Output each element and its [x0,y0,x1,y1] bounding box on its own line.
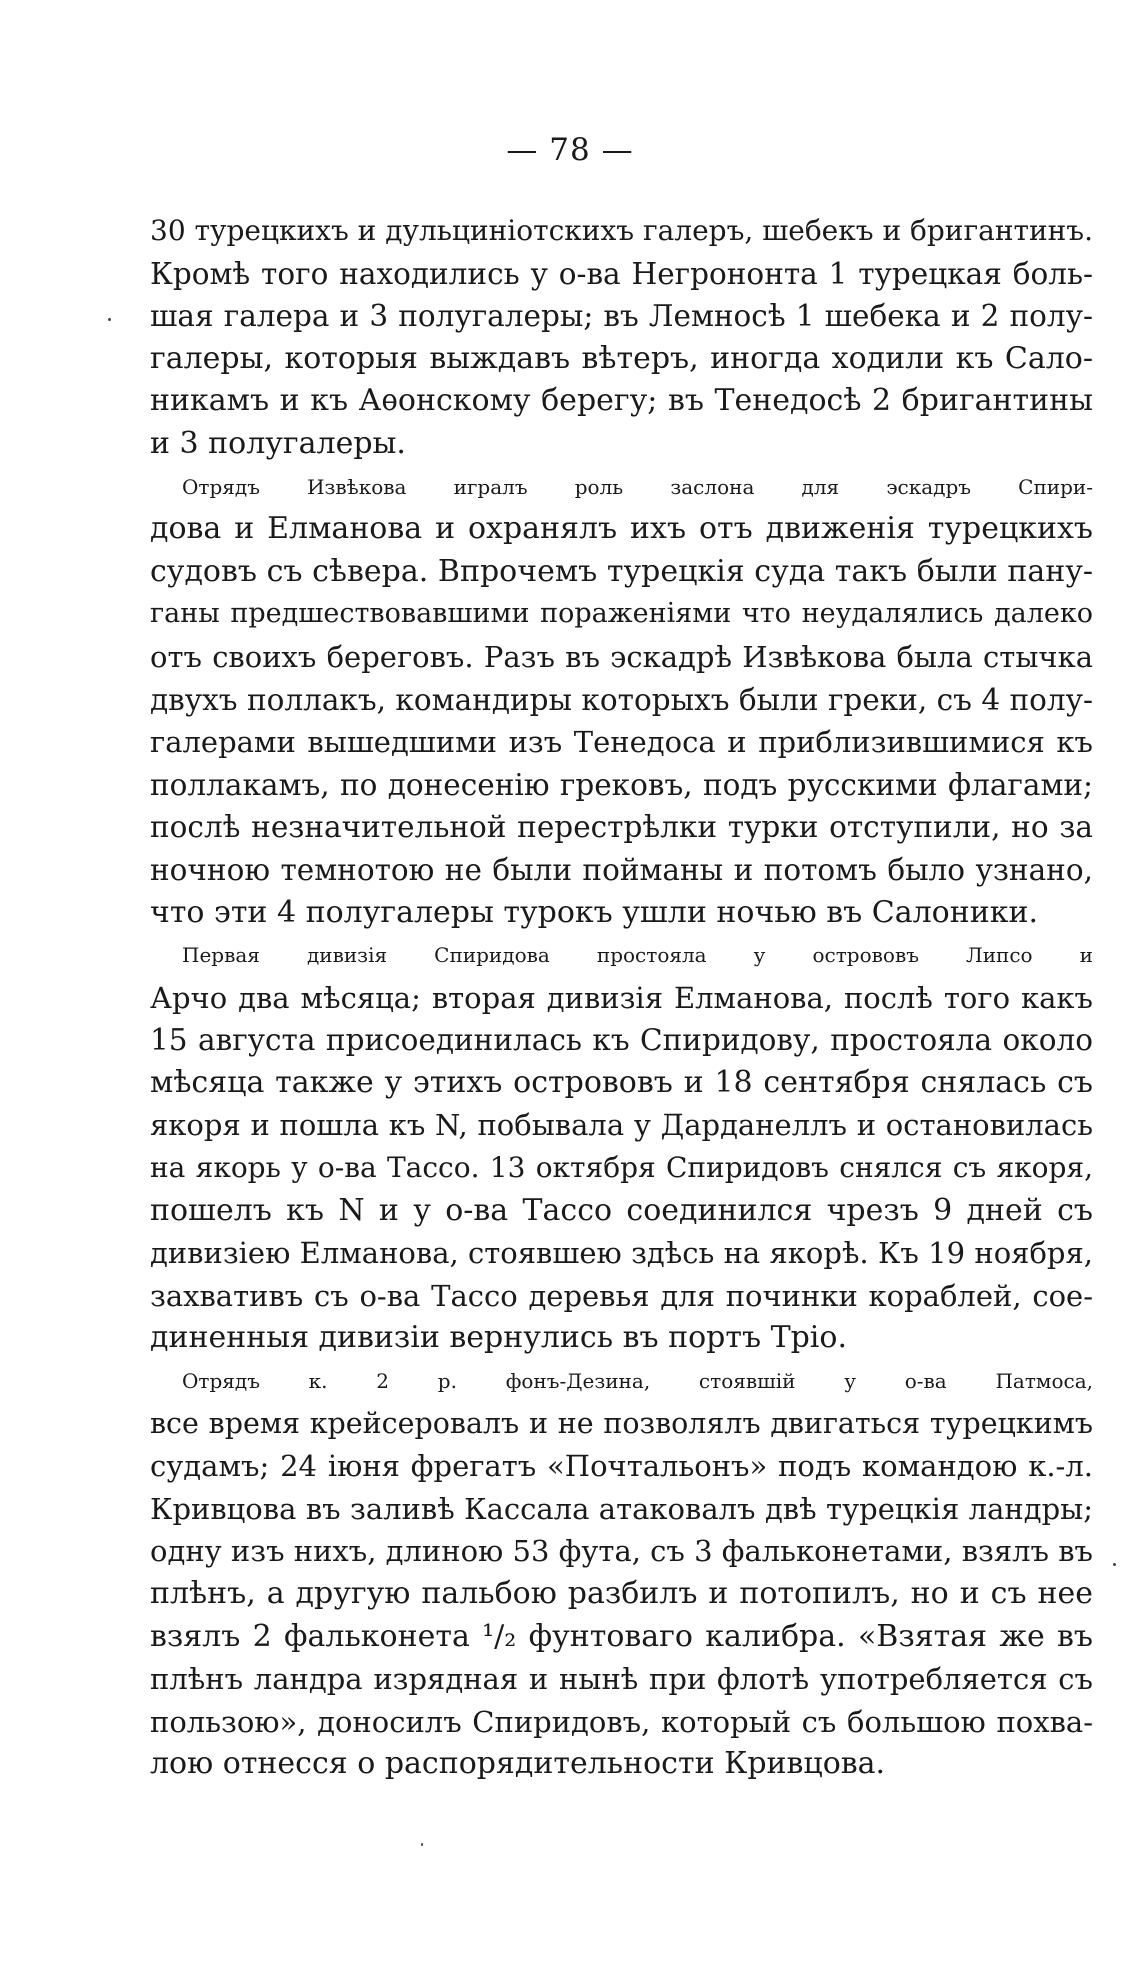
text-line: поллакамъ, по донесенію грековъ, подъ русскими флагами; [150,767,1093,802]
text-line: Кривцова въ заливѣ Кассала атаковалъ двѣ турецкія ландры; [150,1491,1093,1526]
text-line: ночною темнотою не были пойманы и потомъ было узнано, [150,852,1093,887]
text-line: на якорь у о-ва Тассо. 13 октября Спиридовъ снялся съ якоря, [150,1151,1093,1185]
page-number: — 78 — [506,132,634,168]
text-line: одну изъ нихъ, длиною 53 фута, съ 3 фальконетами, взялъ въ [150,1534,1093,1569]
paragraph-3 [150,934,1093,1360]
text-line: Первая дивизія Спиридова простояла у острововъ Липсо и [182,943,1093,968]
text-body [150,210,1093,1786]
text-line: взялъ 2 фальконета ¹/₂ фунтоваго калибра. «Взятая же въ [150,1618,1093,1654]
text-line: и 3 полугалеры. [150,425,406,461]
text-line: Отрядъ Извѣкова игралъ роль заслона для эскадръ Спири- [182,474,1093,499]
text-line: галерами вышедшими изъ Тенедоса и приблизившимися къ [150,725,1093,760]
text-line: лою отнесся о распорядительности Кривцова. [150,1746,886,1782]
text-line: 15 августа присоединилась къ Спиридову, простояла около [150,1023,1093,1058]
text-line: пользою», доносилъ Спиридовъ, который съ большою похва- [150,1704,1093,1739]
text-line: шая галера и 3 полугалеры; въ Лемносѣ 1 шебека и 2 полу- [150,299,1093,334]
text-line: судамъ; 24 іюня фрегатъ «Почтальонъ» подъ командою к.-л. [150,1449,1093,1484]
paragraph-2 [150,466,1093,935]
text-line: Отрядъ к. 2 р. фонъ-Дезина, стоявшій у о-ва Патмоса, [182,1369,1093,1394]
text-line: дивизіею Елманова, стоявшею здѣсь на якорѣ. Къ 19 ноября, [150,1236,1093,1271]
text-line: диненныя дивизіи вернулись въ портъ Тріо. [150,1320,848,1356]
text-line: никамъ и къ Аѳонскому берегу; въ Тенедосѣ 2 бригантины [150,383,1093,419]
text-line: плѣнъ, а другую пальбою разбилъ и потопилъ, но и съ нее [150,1576,1093,1611]
text-line: плѣнъ ландра изрядная и нынѣ при флотѣ употребляется съ [150,1662,1093,1697]
text-line: дова и Елманова и охранялъ ихъ отъ движенія турецкихъ [150,511,1093,547]
text-line: двухъ поллакъ, командиры которыхъ были греки, съ 4 полу- [150,682,1093,717]
text-line: что эти 4 полугалеры турокъ ушли ночью въ Салоники. [150,894,1039,930]
paragraph-4 [150,1360,1093,1786]
text-line: пошелъ къ N и у о-ва Тассо соединился чрезъ 9 дней съ [150,1192,1093,1228]
text-line: отъ своихъ береговъ. Разъ въ эскадрѣ Извѣкова была стычка [150,639,1093,674]
text-line: Кромѣ того находились у о-ва Негрононта 1 турецкая боль- [150,256,1093,291]
text-line: послѣ незначительной перестрѣлки турки отступили, но за [150,810,1093,845]
text-line: 30 турецкихъ и дульциніотскихъ галеръ, шебекъ и бригантинъ. [150,214,1094,247]
text-line: галеры, которыя выждавъ вѣтеръ, иногда ходили къ Сало- [150,340,1093,376]
text-line: судовъ съ сѣвера. Впрочемъ турецкія суда такъ были пану- [150,553,1093,589]
text-line: захвативъ съ о-ва Тассо деревья для починки кораблей, сое- [150,1278,1093,1313]
text-line: мѣсяца также у этихъ острововъ и 18 сентября снялась съ [150,1064,1093,1100]
scan-speck [108,318,111,321]
text-line: якоря и пошла къ N, побывала у Дарданеллъ и остановилась [150,1108,1093,1143]
scan-speck [421,1843,423,1846]
scan-speck [1113,1563,1116,1566]
text-line: ганы предшествовавшими пораженіями что неудалялись далеко [150,598,1093,630]
paragraph-1 [150,210,1093,466]
text-line: Арчо два мѣсяца; вторая дивизія Елманова, послѣ того какъ [150,980,1093,1015]
text-line: все время крейсеровалъ и не позволялъ двигаться турецкимъ [150,1406,1093,1440]
